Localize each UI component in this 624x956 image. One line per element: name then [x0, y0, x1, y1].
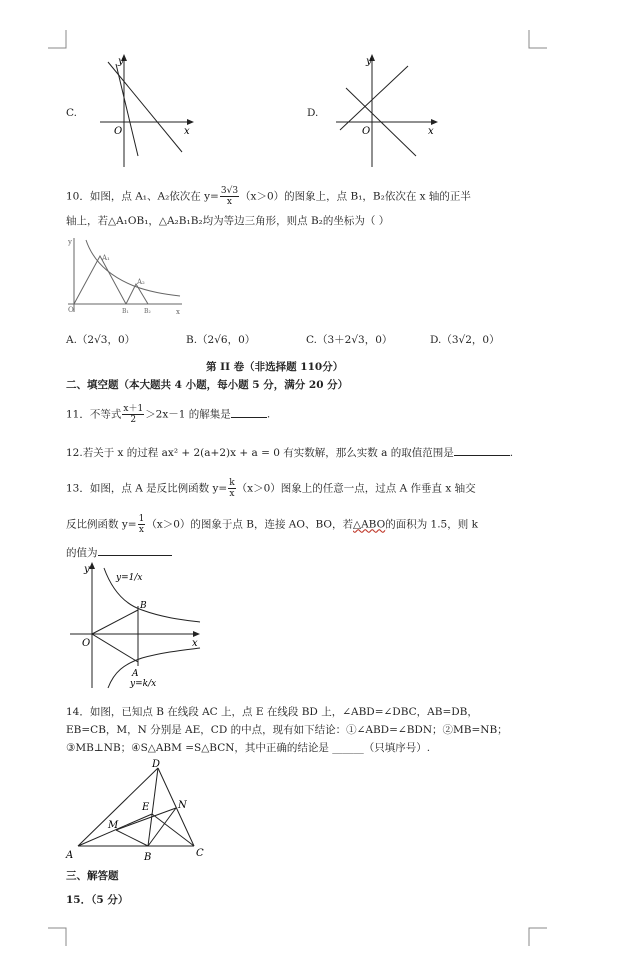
q10-option-c: C.（3＋2√3，0） [306, 334, 393, 346]
q12-answer-blank [454, 444, 510, 456]
q13-line2: 反比例函数 y= $\frac{1}{x}$ （x＞0）的图象于点 B，连接 AO、BO，若△ABO的面积为 1.5，则 k [66, 514, 478, 535]
q12-text: 12.若关于 x 的过程 ax² + 2(a+2)x + a = 0 有实数解，那么实数 a 的取值范围是 . [66, 444, 513, 460]
svg-text:A₂: A₂ [137, 278, 145, 286]
svg-text:x: x [176, 308, 180, 316]
graph-option-c [96, 52, 196, 170]
option-c-label: C. [66, 107, 77, 119]
q10-graph [64, 234, 184, 316]
q10-stem-line2: 轴上，若△A₁OB₁，△A₂B₁B₂均为等边三角形，则点 B₂的坐标为（ ） [66, 215, 390, 227]
q13-line1: 13．如图，点 A 是反比例函数 y= $\frac{k}{x}$ （x＞0）图象上的任意一点，过点 A 作垂直 x 轴交 [66, 478, 476, 499]
svg-text:A₁: A₁ [102, 254, 110, 262]
q14-diagram [64, 758, 214, 864]
corner-mark-top-left [48, 30, 68, 50]
q10-option-d: D.（3√2，0） [430, 334, 500, 346]
svg-text:A: A [132, 669, 139, 679]
svg-text:O: O [68, 306, 74, 314]
q13-answer-blank [98, 544, 172, 556]
svg-text:C: C [196, 848, 204, 859]
svg-text:y=1/x: y=1/x [116, 573, 143, 583]
q11-text: 11．不等式 $\frac{x+1}{2}$ ＞2x－1 的解集是 . [66, 404, 271, 425]
svg-text:x: x [192, 638, 198, 649]
corner-mark-bottom-left [48, 926, 68, 946]
svg-text:y: y [84, 564, 90, 575]
svg-text:B: B [140, 601, 147, 611]
q13-line3: 的值为 [66, 544, 172, 560]
q14-line2: EB=CB，M，N 分别是 AE，CD 的中点，现有如下结论：①∠ABD=∠BDN；②MB=NB； [66, 724, 508, 736]
corner-mark-bottom-right [527, 926, 547, 946]
svg-text:O: O [362, 126, 371, 137]
q10-stem-line1: 10．如图，点 A₁、A₂依次在 y= $\frac{3√3}{x}$ （x＞0）的图象上，点 B₁，B₂依次在 x 轴的正半 [66, 186, 471, 207]
q11-answer-blank [231, 406, 267, 418]
part2-title: 第 II 卷（非选择题 110分） [206, 361, 344, 373]
svg-text:B: B [144, 852, 152, 863]
svg-text:M: M [108, 820, 119, 831]
axis-y-label: y [118, 56, 124, 67]
svg-text:O: O [82, 638, 91, 649]
section-fill-in-heading: 二、填空题（本大题共 4 小题，每小题 5 分，满分 20 分） [66, 379, 349, 391]
origin-label: O [114, 126, 123, 137]
svg-text:B₁: B₁ [122, 308, 129, 315]
q10-option-a: A.（2√3，0） [66, 334, 136, 346]
q10-option-b: B.（2√6，0） [186, 334, 256, 346]
section-answer-heading: 三、解答题 [66, 870, 119, 882]
svg-text:E: E [142, 802, 150, 813]
q13-graph [68, 560, 204, 690]
q14-line1: 14．如图，已知点 B 在线段 AC 上，点 E 在线段 BD 上，∠ABD=∠DBC，AB=DB， [66, 706, 478, 718]
graph-option-d [332, 52, 442, 170]
svg-text:y: y [68, 238, 72, 246]
svg-text:x: x [428, 126, 434, 137]
axis-x-label: x [184, 126, 190, 137]
svg-text:y=k/x: y=k/x [130, 679, 157, 689]
corner-mark-top-right [527, 30, 547, 50]
option-d-label: D. [307, 107, 319, 119]
q15-heading: 15．（5 分） [66, 894, 129, 906]
svg-text:D: D [152, 759, 161, 770]
q14-line3: ③MB⊥NB；④S△ABM =S△BCN，其中正确的结论是 ______（只填序号）. [66, 742, 431, 754]
svg-text:B₂: B₂ [144, 308, 151, 315]
svg-text:y: y [366, 56, 372, 67]
svg-text:N: N [178, 800, 187, 811]
svg-text:A: A [66, 850, 74, 861]
